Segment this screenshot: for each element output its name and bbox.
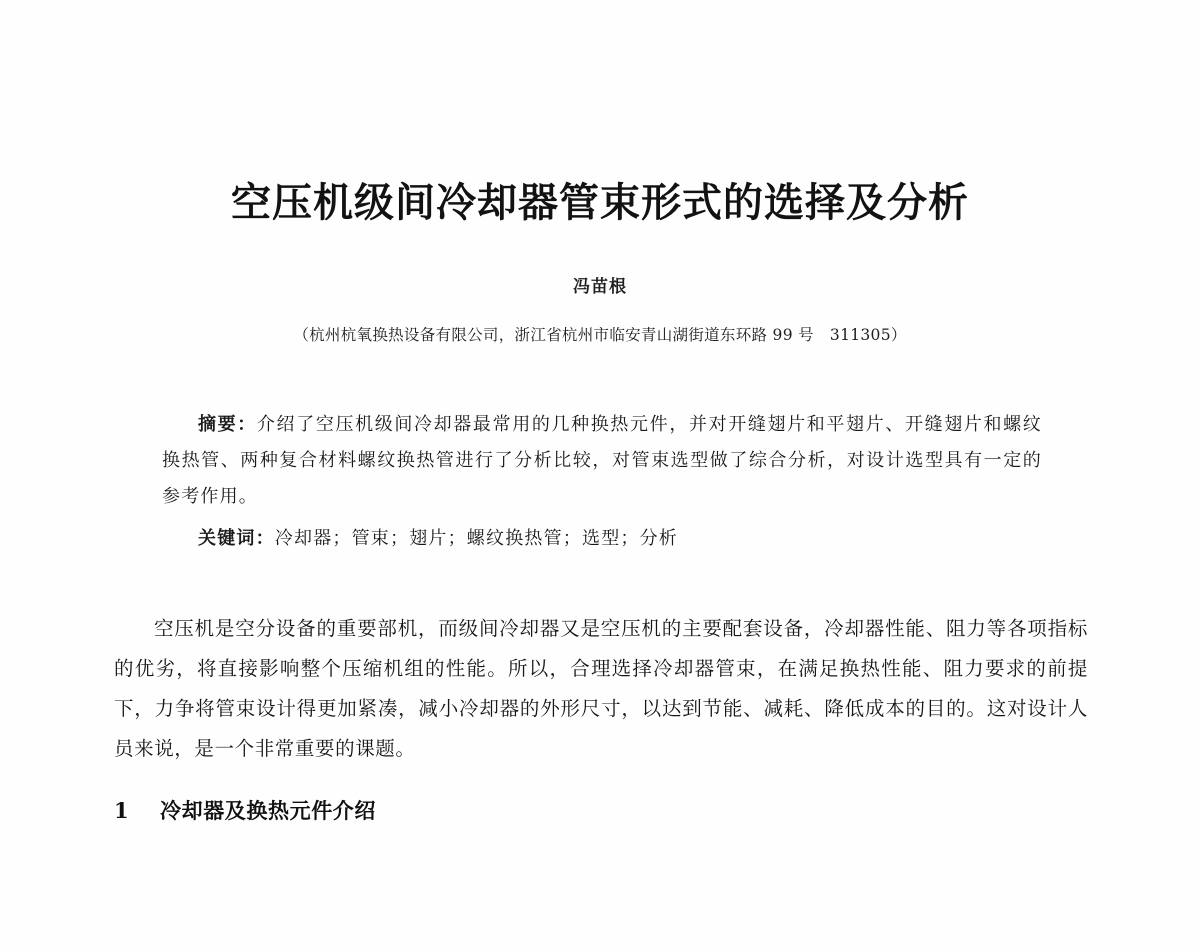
keywords-label: 关键词： xyxy=(198,528,275,549)
affiliation-text: （杭州杭氧换热设备有限公司，浙江省杭州市临安青山湖街道东环路 99 号 xyxy=(293,326,814,344)
abstract-label: 摘要： xyxy=(198,414,257,435)
author-affiliation xyxy=(96,323,1104,345)
keywords-text: 冷却器；管束；翅片；螺纹换热管；选型；分析 xyxy=(274,528,679,549)
abstract-text: 介绍了空压机级间冷却器最常用的几种换热元件，并对开缝翅片和平翅片、开缝翅片和螺纹换热管、两种复合材料螺纹换热管进行了分析比较，对管束选型做了综合分析，对设计选型具有一定的参考作用。 xyxy=(162,414,1042,507)
body-block xyxy=(96,609,1104,825)
abstract-block xyxy=(96,407,1104,557)
abstract-paragraph xyxy=(162,407,1042,515)
keywords-paragraph xyxy=(162,521,1042,557)
author-name: 冯苗根 xyxy=(573,277,627,297)
section-number: 1 xyxy=(114,797,130,823)
affiliation-postcode: 311305） xyxy=(829,326,907,344)
intro-paragraph: 空压机是空分设备的重要部机，而级间冷却器又是空压机的主要配套设备，冷却器性能、阻力等各项指标的优劣，将直接影响整个压缩机组的性能。所以，合理选择冷却器管束，在满足换热性能、阻力要求的前提下，力争将管束设计得更加紧凑，减小冷却器的外形尺寸，以达到节能、减耗、降低成本的目的。这对设计人员来说，是一个非常重要的课题。 xyxy=(114,617,1088,760)
section-title: 冷却器及换热元件介绍 xyxy=(160,797,376,823)
section-heading xyxy=(114,795,1088,825)
page-title: 空压机级间冷却器管束形式的选择及分析 xyxy=(231,179,969,226)
